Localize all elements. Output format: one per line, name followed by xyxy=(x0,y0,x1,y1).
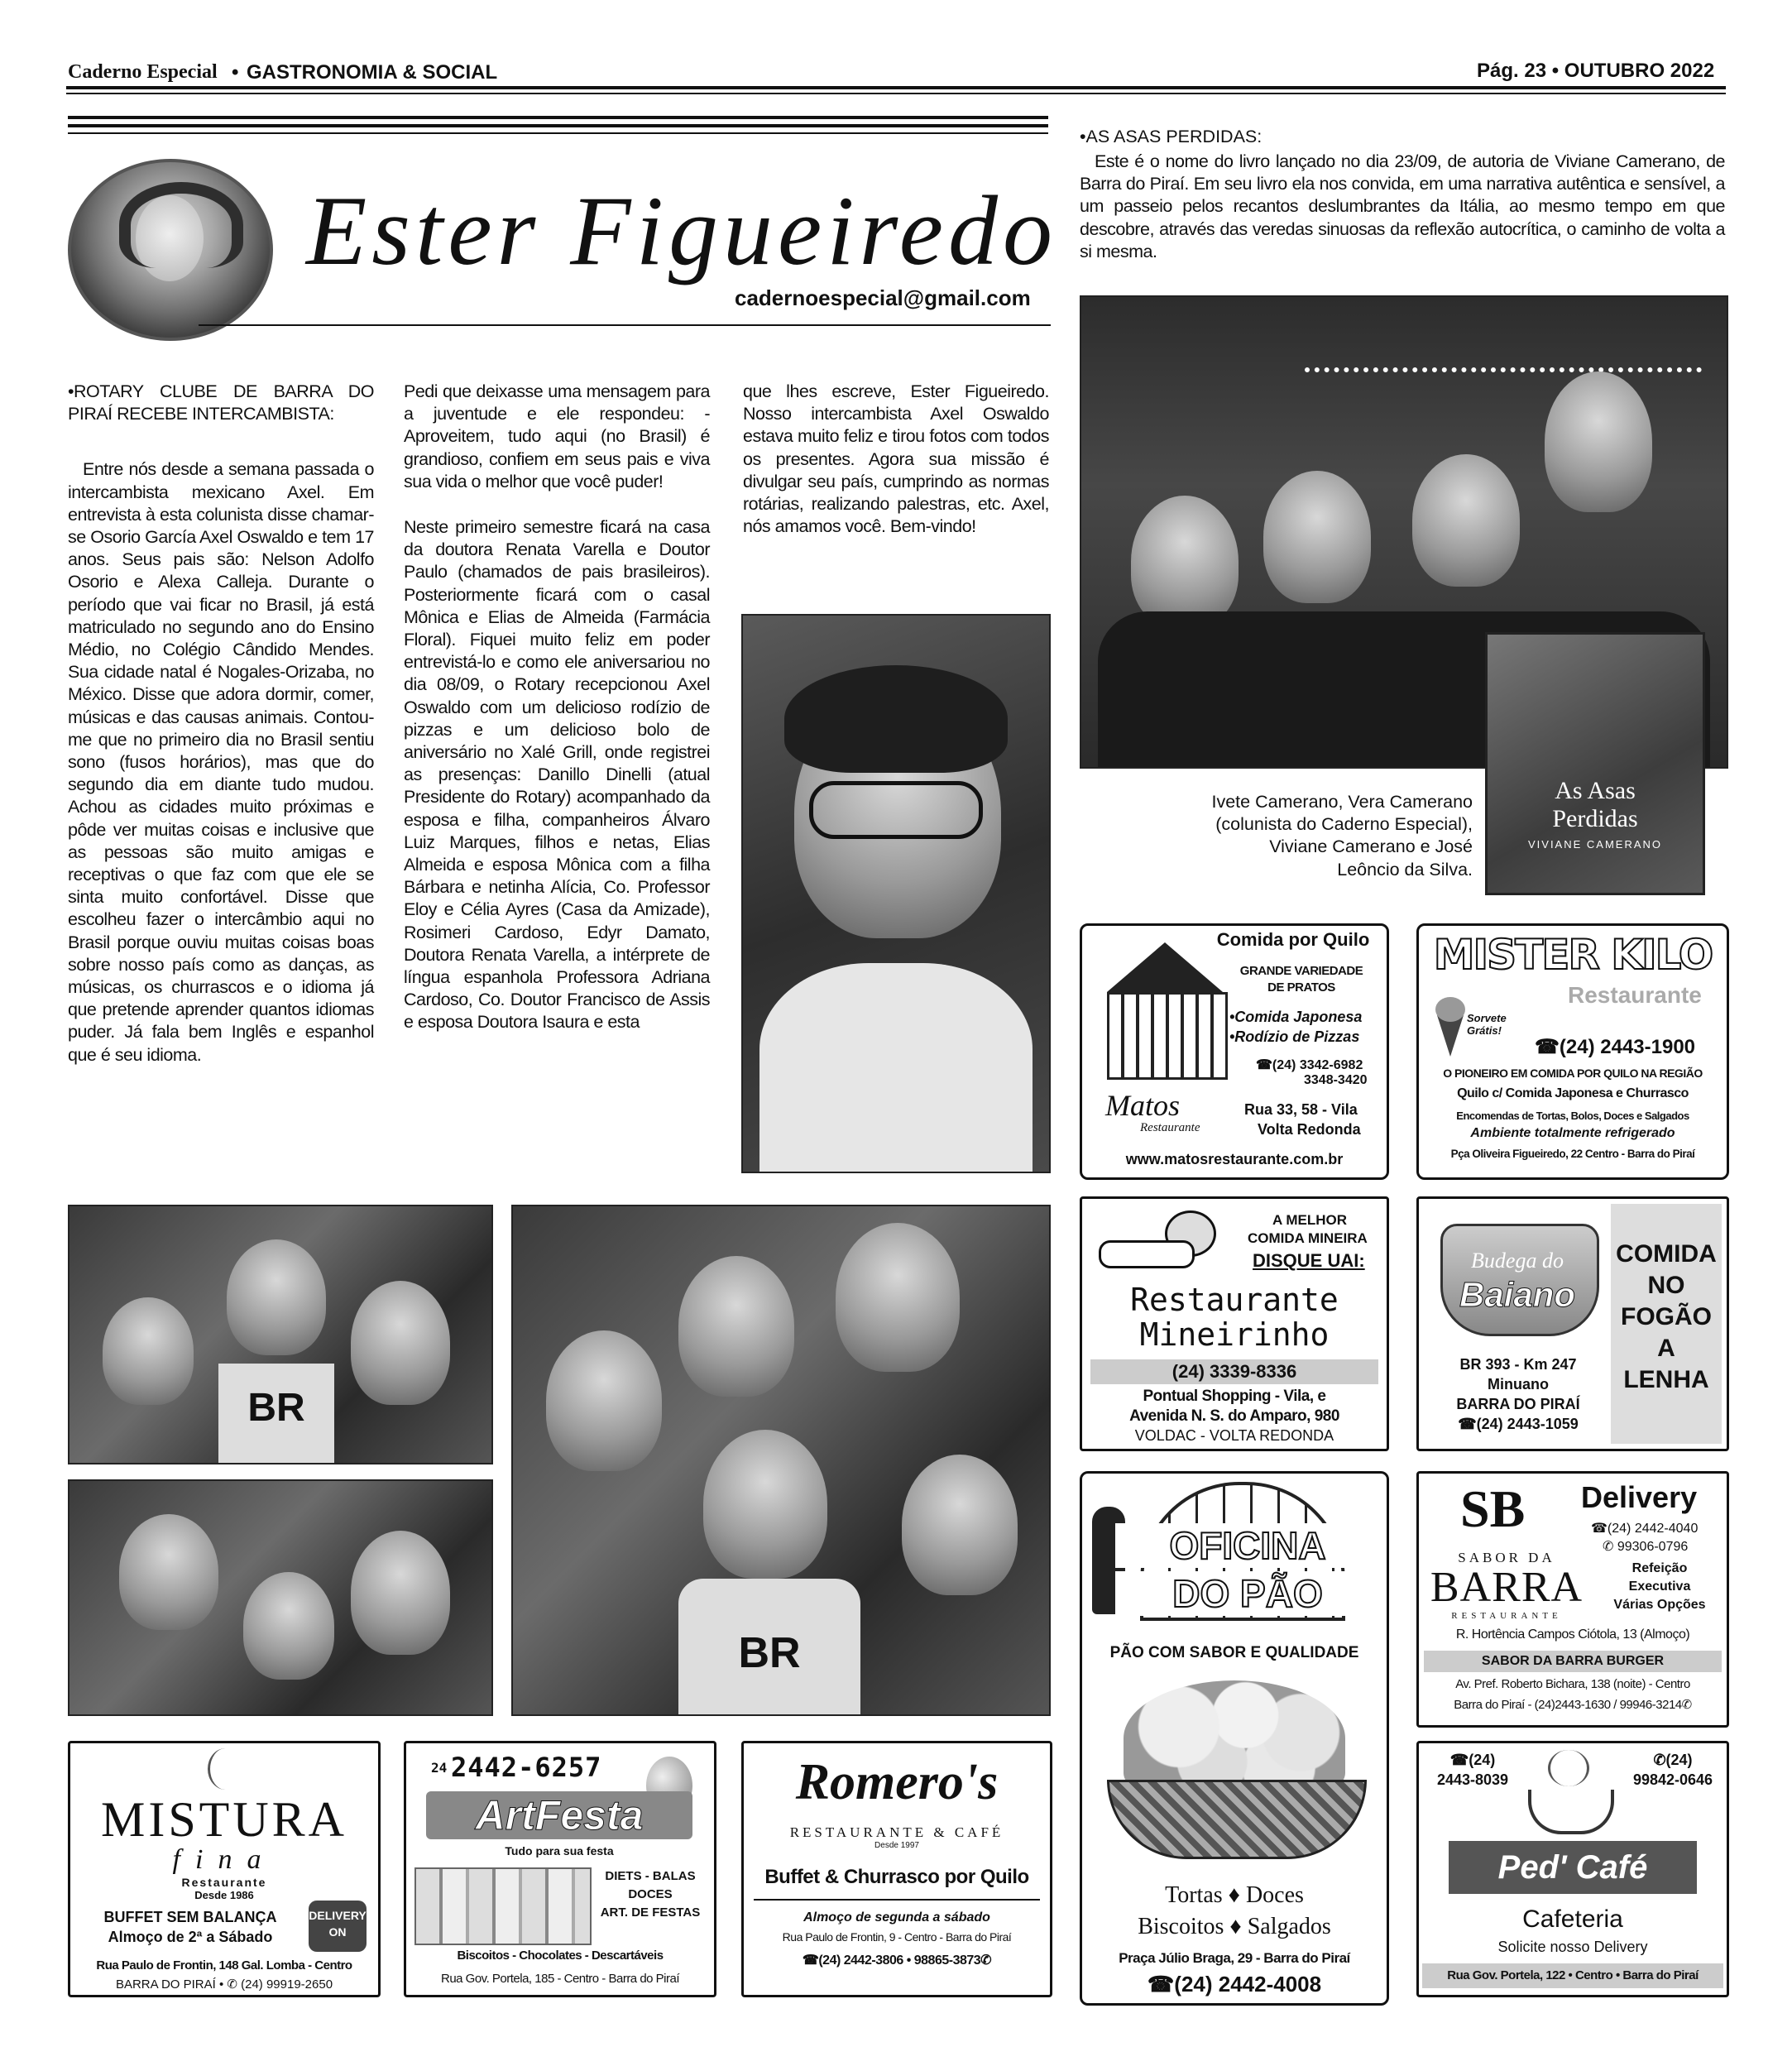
matos-item2: •Rodízio de Pizzas xyxy=(1229,1028,1360,1045)
bread-basket-icon xyxy=(1107,1680,1362,1862)
photo-r3-shirt xyxy=(678,1579,860,1716)
pedcafe-phone-l2: 2443-8039 xyxy=(1436,1771,1509,1788)
sabor-phone1: ☎(24) 2442-4040 xyxy=(1591,1522,1699,1536)
book-author: VIVIANE CAMERANO xyxy=(1527,838,1663,851)
oficina-items2: Biscoitos ♦ Salgados xyxy=(1138,1914,1331,1939)
budega-side3: FOGÃO xyxy=(1621,1303,1712,1330)
mineirinho-addr1: Pontual Shopping - Vila, e xyxy=(1143,1388,1326,1405)
photo-r3-p2 xyxy=(678,1256,794,1397)
coffee-steam xyxy=(1548,1750,1589,1786)
sabor-logo: SB xyxy=(1460,1479,1526,1538)
sabor-brand-main: BARRA xyxy=(1430,1564,1584,1611)
sabor-opt1: Refeição xyxy=(1631,1561,1688,1575)
mistura-delivery-badge: DELIVERY ON xyxy=(309,1901,367,1952)
budega-side4: A xyxy=(1657,1335,1675,1362)
mineirinho-phone: (24) 3339-8336 xyxy=(1090,1359,1378,1384)
photo-person-4 xyxy=(1545,371,1652,512)
romeros-sub: RESTAURANTE & CAFÉ xyxy=(789,1824,1004,1840)
bread-loaves xyxy=(1124,1680,1345,1796)
article-rotary-p2: Pedi que deixasse uma mensagem para a juventude e ele respondeu: - Aproveitem, tudo aqui (no Brasil) é grandioso, confiem em seus pais e viva sua vida o melhor que você puder! xyxy=(404,381,710,491)
photo-rotary-1 xyxy=(68,1205,493,1464)
matos-sub1: GRANDE VARIEDADE xyxy=(1239,964,1363,978)
photo-r1-p1 xyxy=(103,1297,194,1405)
article-asas-heading: •AS ASAS PERDIDAS: xyxy=(1080,127,1263,146)
section-brand: Caderno Especial xyxy=(68,61,218,83)
photo-r2-p2 xyxy=(243,1572,334,1680)
ad-mister-kilo[interactable] xyxy=(1416,923,1729,1180)
pedcafe-wa-l2: 99842-0646 xyxy=(1632,1771,1713,1788)
icecream-scoop xyxy=(1435,997,1465,1022)
photo-r3-p1 xyxy=(546,1330,662,1471)
misterkilo-line3: Encomendas de Tortas, Bolos, Doces e Salgados xyxy=(1456,1110,1689,1122)
mistura-script: fina xyxy=(172,1844,276,1875)
ad-matos[interactable] xyxy=(1080,923,1389,1180)
artfesta-tagline: Tudo para sua festa xyxy=(505,1844,614,1857)
matos-addr1: Rua 33, 58 - Vila xyxy=(1244,1101,1358,1118)
ad-mistura-fina[interactable] xyxy=(68,1741,381,1997)
article-rotary-p1: Entre nós desde a semana passada o intercambista mexicano Axel. Em entrevista à esta colunista disse chamar-se Osorio García Axel Oswaldo e tem 17 anos. Seus pais são: Nelson Adolfo Osorio e Alexa Calleja. Durante o período que vai ficar no Brasil, já está matriculado no segundo ano do Ensino Médio, no Colégio Cândido Mendes. Sua cidade natal é Nogales-Orizaba, no México. Disse que adora dormir, comer, músicas e das causas animais. Contou-me que no primeiro dia no Brasil sentiu sono (fusos horários), mas que do segundo dia em diante tudo mudou. Achou as cidades muito próximas e pôde ver muitas coisas e inclusive que as pessoas são muito amigas e receptivas o que faz com que ele se sinta muito confortável. Disse que escolheu fazer o intercâmbio aqui no Brasil porque ouviu muitas coisas boas sobre nosso país como as danças, as músicas, os churrascos e o idioma já que pretende aprender quantos idiomas puder. Já fala bem Inglês e espanhol que é seu idioma. xyxy=(68,459,374,1065)
shirt-text-2: BR xyxy=(738,1629,801,1677)
header-rule-thin xyxy=(66,93,1726,94)
matos-walls xyxy=(1107,992,1228,1080)
header-rule xyxy=(66,86,1726,89)
budega-logo1: Budega do xyxy=(1471,1249,1564,1273)
matos-item1: •Comida Japonesa xyxy=(1229,1009,1363,1025)
photo-r1-p2 xyxy=(227,1239,326,1355)
article-rotary-col3 xyxy=(743,381,1049,561)
sabor-addr3: Barra do Piraí - (24)2443-1630 / 99946-3214✆ xyxy=(1454,1698,1692,1712)
mineirinho-name1: Restaurante xyxy=(1130,1282,1339,1318)
article-rotary-col2 xyxy=(404,381,710,1057)
mineirinho-top3: DISQUE UAI: xyxy=(1253,1250,1365,1271)
misterkilo-subtitle: Restaurante xyxy=(1568,982,1702,1008)
pedcafe-addr: Rua Gov. Portela, 122 • Centro • Barra do Piraí xyxy=(1422,1963,1723,1988)
photo-axel-shirt xyxy=(759,963,1033,1173)
photo-person-1 xyxy=(1131,496,1239,628)
caption-line-3: Viviane Camerano e José xyxy=(1269,836,1473,857)
matos-logo: Matos xyxy=(1105,1089,1180,1122)
mistura-steam-icon xyxy=(208,1748,243,1790)
romeros-line1: Almoço de segunda a sábado xyxy=(803,1910,990,1925)
romeros-phone: ☎(24) 2442-3806 • 98865-3873✆ xyxy=(802,1953,992,1968)
photo-axel-hair xyxy=(784,665,1008,773)
masthead-bottom-rule xyxy=(199,324,1051,326)
artfesta-diets2: DOCES xyxy=(628,1887,673,1901)
sabor-delivery: Delivery xyxy=(1581,1480,1698,1514)
masthead-rule-2 xyxy=(68,124,1048,127)
basket xyxy=(1107,1780,1367,1859)
mineirinho-addr2: Avenida N. S. do Amparo, 980 xyxy=(1129,1407,1339,1425)
artfesta-diets3: ART. DE FESTAS xyxy=(600,1905,701,1920)
photo-rotary-2 xyxy=(68,1479,493,1716)
mistura-since: Desde 1986 xyxy=(194,1889,254,1901)
oficina-name2: DO PÃO xyxy=(1115,1571,1380,1616)
mineirinho-name2: Mineirinho xyxy=(1139,1316,1330,1353)
mineirinho-addr3: VOLDAC - VOLTA REDONDA xyxy=(1134,1427,1334,1444)
caption-line-2: (colunista do Caderno Especial), xyxy=(1215,814,1473,835)
misterkilo-line2: Quilo c/ Comida Japonesa e Churrasco xyxy=(1457,1086,1689,1100)
sabor-burger: SABOR DA BARRA BURGER xyxy=(1424,1651,1722,1672)
ad-budega-baiano[interactable] xyxy=(1416,1196,1729,1451)
photo-person-3 xyxy=(1412,454,1520,587)
mineirinho-top2: COMIDA MINEIRA xyxy=(1248,1230,1368,1246)
shirt-text-1: BR xyxy=(247,1386,305,1430)
pedcafe-wa-l1: ✆(24) xyxy=(1653,1752,1693,1768)
misterkilo-phone: ☎(24) 2443-1900 xyxy=(1535,1036,1696,1058)
matos-title: Comida por Quilo xyxy=(1216,929,1370,950)
sabor-brand-top: SABOR DA xyxy=(1458,1550,1555,1565)
photo-book-cover xyxy=(1485,632,1705,895)
romeros-line2: Rua Paulo de Frontin, 9 - Centro - Barra do Piraí xyxy=(782,1930,1012,1944)
pedcafe-name: Ped' Café xyxy=(1449,1841,1697,1894)
matos-addr2: Volta Redonda xyxy=(1258,1121,1361,1138)
oficina-items1: Tortas ♦ Doces xyxy=(1165,1882,1304,1908)
pedcafe-sub: Cafeteria xyxy=(1522,1905,1623,1933)
mineirinho-top1: A MELHOR xyxy=(1272,1212,1348,1228)
ad-mineirinho[interactable] xyxy=(1080,1196,1389,1451)
budega-logo2: Baiano xyxy=(1459,1275,1576,1314)
article-rotary-col1 xyxy=(68,381,374,1090)
photo-person-2 xyxy=(1263,471,1371,603)
budega-side5: LENHA xyxy=(1623,1366,1709,1393)
article-rotary-heading: •ROTARY CLUBE DE BARRA DO PIRAÍ RECEBE INTERCAMBISTA: xyxy=(68,381,374,424)
mistura-sub: Restaurante xyxy=(181,1876,267,1889)
artfesta-diets1: DIETS - BALAS xyxy=(605,1869,696,1883)
sabor-opt2: Executiva xyxy=(1628,1579,1691,1594)
pedcafe-phone-l1: ☎(24) xyxy=(1449,1752,1496,1768)
budega-addr3: BARRA DO PIRAÍ xyxy=(1456,1396,1580,1412)
coffee-cup-icon xyxy=(1528,1790,1614,1834)
matos-roof xyxy=(1107,942,1223,992)
masthead-rule-3 xyxy=(68,132,1048,134)
budega-side2: NO xyxy=(1647,1272,1685,1299)
mistura-line2: Almoço de 2ª a Sábado xyxy=(108,1929,273,1945)
book-title-l2: Perdidas xyxy=(1552,805,1638,832)
misterkilo-title: MISTER KILO xyxy=(1433,931,1713,979)
character-body xyxy=(1099,1240,1195,1268)
ad-ped-cafe[interactable] xyxy=(1416,1741,1729,1997)
sabor-brand-sub: RESTAURANTE xyxy=(1451,1611,1562,1621)
masthead-rule-1 xyxy=(68,116,1048,119)
photo-r1-shirt xyxy=(218,1364,334,1464)
ad-oficina-pao[interactable] xyxy=(1080,1471,1389,2006)
page-info: Pág. 23 • OUTUBRO 2022 xyxy=(1477,60,1715,82)
ad-sabor-barra[interactable] xyxy=(1416,1471,1729,1728)
book-title-l1: As Asas xyxy=(1555,777,1636,804)
romeros-divider xyxy=(754,1899,1040,1901)
budega-addr2: Minuano xyxy=(1488,1376,1549,1393)
mineirinho-character-icon xyxy=(1090,1210,1223,1268)
portrait-hair xyxy=(119,182,243,268)
photo-r1-p3 xyxy=(351,1281,450,1405)
misterkilo-line1: O PIONEIRO EM COMIDA POR QUILO NA REGIÃO xyxy=(1443,1067,1703,1080)
misterkilo-line5: Pça Oliveira Figueiredo, 22 Centro - Barra do Piraí xyxy=(1450,1148,1695,1160)
article-asas-body: Este é o nome do livro lançado no dia 23/09, de autoria de Viviane Camerano, de Barra do Piraí. Em seu livro ela nos convida, em uma narrativa autêntica e sensível, a um passeio pelos recantos deslumbrantes da Itália, ao mesmo tempo em que descobre, através das veredas sinuosas da reflexão autocrítica, o caminho de volta a si mesma. xyxy=(1080,151,1725,261)
photo-axel-glasses xyxy=(809,781,983,839)
section-name: GASTRONOMIA & SOCIAL xyxy=(247,61,498,84)
photo-rotary-3 xyxy=(511,1205,1051,1716)
photo-axel xyxy=(741,614,1051,1173)
author-name: Ester Figueiredo xyxy=(306,175,1058,285)
matos-logo-sub: Restaurante xyxy=(1140,1121,1200,1134)
artfesta-name: ArtFesta xyxy=(426,1791,692,1839)
pedcafe-delivery: Solicite nosso Delivery xyxy=(1497,1939,1648,1955)
sabor-addr1: R. Hortência Campos Ciótola, 13 (Almoço) xyxy=(1455,1627,1690,1642)
photo-r3-p4 xyxy=(703,1430,827,1579)
budega-phone: ☎(24) 2443-1059 xyxy=(1458,1416,1579,1432)
article-rotary-p3: Neste primeiro semestre ficará na casa da doutora Renata Varella e Doutor Paulo (chamados de pais brasileiros). Posteriormente ficará com o casal Mônica e Elias de Almeida (Farmácia Floral). Fiquei muito feliz em poder entrevistá-lo e como ele aniversariou no dia 08/09, o Rotary recepcionou Axel Oswaldo com um delicioso rodízio de pizzas e um delicioso bolo de aniversário no Xalé Grill, onde registrei as presenças: Danillo Dinelli (atual Presidente do Rotary) acompanhado da esposa e filha, companheiros Álvaro Luiz Marques, filhos e netas, Elias Almeida e esposa Mônica com a filha Bárbara e netinha Alícia, Co. Professor Eloy e Célia Ayres (Casa da Amizade), Rosimeri Cardoso, Edyr Damato, Doutora Renata Varella, a intérprete de língua espanhola Professora Adriana Cardoso, Co. Doutor Francisco de Assis e esposa Doutora Isaura e esta xyxy=(404,517,710,1033)
matos-site[interactable]: www.matosrestaurante.com.br xyxy=(1125,1151,1344,1167)
mistura-addr1: Rua Paulo de Frontin, 148 Gal. Lomba - Centro xyxy=(96,1958,352,1973)
budega-addr1: BR 393 - Km 247 xyxy=(1459,1356,1577,1373)
photo-lights xyxy=(1305,367,1702,381)
artfesta-products-icon xyxy=(414,1867,592,1945)
oficina-slogan: PÃO COM SABOR E QUALIDADE xyxy=(1109,1644,1359,1661)
matos-phone1: ☎(24) 3342-6982 xyxy=(1256,1058,1363,1072)
mistura-addr2: BARRA DO PIRAÍ • ✆ (24) 99919-2650 xyxy=(115,1977,333,1992)
misterkilo-line4: Ambiente totalmente refrigerado xyxy=(1470,1126,1675,1140)
photo-r2-p3 xyxy=(351,1531,450,1655)
artfesta-phone-prefix: 24 xyxy=(431,1760,448,1776)
photo-r2-p1 xyxy=(119,1514,218,1630)
sabor-opt3: Várias Opções xyxy=(1613,1598,1706,1612)
romeros-since: Desde 1997 xyxy=(874,1841,919,1850)
oficina-addr: Praça Júlio Braga, 29 - Barra do Piraí xyxy=(1119,1950,1350,1966)
ad-artfesta[interactable] xyxy=(404,1741,716,1997)
photo-r3-p5 xyxy=(902,1455,1018,1595)
article-rotary-p4: que lhes escreve, Ester Figueiredo. Nosso intercambista Axel Oswaldo estava muito feliz e tirou fotos com todos os presentes. Agora sua missão é divulgar seu país, cumprindo as normas rotárias, realizando palestras, etc. Axel, nós amamos você. Bem-vindo! xyxy=(743,381,1049,537)
ad-romeros[interactable] xyxy=(741,1741,1052,1997)
section-bullet: • xyxy=(232,61,239,84)
matos-phone2: 3348-3420 xyxy=(1304,1073,1368,1087)
author-portrait xyxy=(68,159,273,341)
oficina-phone: ☎(24) 2442-4008 xyxy=(1147,1972,1322,1996)
matos-sub2: DE PRATOS xyxy=(1267,980,1335,995)
mistura-line1: BUFFET SEM BALANÇA xyxy=(103,1909,277,1925)
artfesta-addr: Rua Gov. Portela, 185 - Centro - Barra do Piraí xyxy=(440,1972,680,1986)
sabor-addr2: Av. Pref. Roberto Bichara, 138 (noite) - Centro xyxy=(1455,1677,1690,1691)
artfesta-phone: 2442-6257 xyxy=(451,1752,602,1783)
misterkilo-sorvete: Sorvete Grátis! xyxy=(1467,1012,1507,1037)
budega-side1: COMIDA xyxy=(1616,1240,1717,1268)
caption-line-4: Leôncio da Silva. xyxy=(1337,859,1473,880)
photo-caption xyxy=(1142,791,1473,881)
caption-line-1: Ivete Camerano, Vera Camerano xyxy=(1211,792,1473,812)
column-email: cadernoespecial@gmail.com xyxy=(735,285,1031,310)
mistura-name: MISTURA xyxy=(100,1792,348,1847)
romeros-buffet: Buffet & Churrasco por Quilo xyxy=(764,1866,1029,1888)
artfesta-line: Biscoitos - Chocolates - Descartáveis xyxy=(457,1949,664,1963)
photo-r3-p3 xyxy=(836,1223,960,1372)
oficina-name1: OFICINA xyxy=(1115,1523,1380,1568)
romeros-name: Romero's xyxy=(795,1754,999,1810)
sabor-phone2: ✆ 99306-0796 xyxy=(1603,1540,1689,1554)
